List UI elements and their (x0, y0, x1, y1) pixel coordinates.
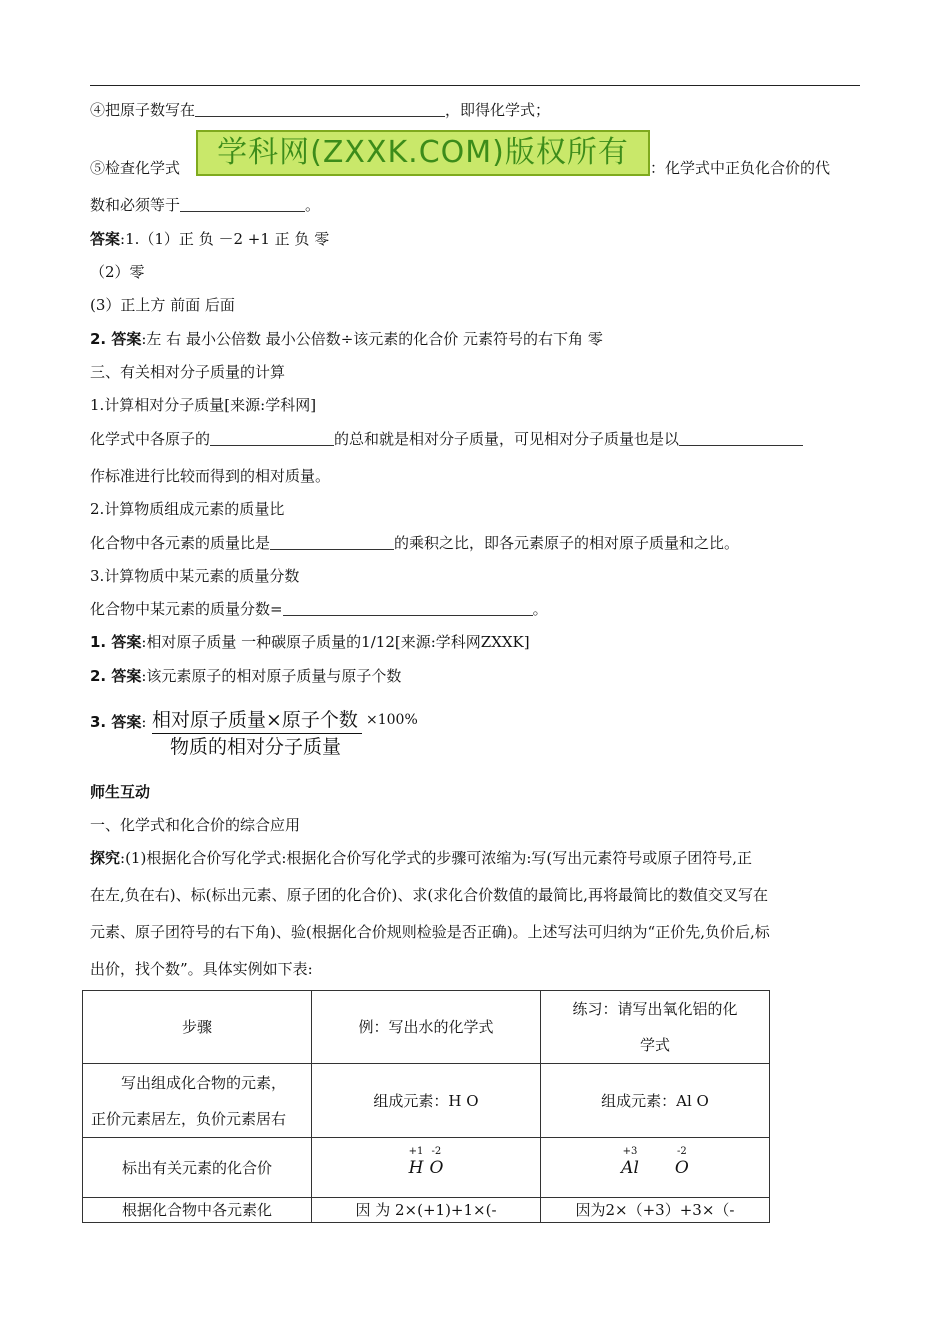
fraction-numerator: 相对原子质量×原子个数 (152, 709, 358, 731)
table-row (83, 1138, 770, 1198)
section-1-title: 一、化学式和化合价的综合应用 (90, 816, 301, 834)
s3-item-2a: 化合物中各元素的质量比是 的乘积之比，即各元素原子的相对原子质量和之比。 (90, 534, 740, 552)
s3-answer-3-label: 3. 答案: (90, 713, 147, 731)
valence-h: +1 H (408, 1146, 424, 1178)
explore-line-3: 元素、原子团符号的右下角)、验(根据化合价规则检验是否正确)。上述写法可归纳为“正价先,负价后,标 (90, 923, 770, 941)
row2-practice (541, 1138, 770, 1198)
explore-line-1: 探究:(1)根据化合价写化学式:根据化合价写化学式的步骤可浓缩为:写(写出元素符号或原子团符号,正 (90, 849, 753, 867)
steps-table (82, 990, 770, 1223)
s3-item-3a: 化合物中某元素的质量分数= 。 (90, 600, 548, 618)
blank (180, 195, 305, 212)
table-row (83, 991, 770, 1064)
header-practice: 练习：请写出氧化铝的化 学式 (541, 991, 770, 1064)
s3-answer-1: 1. 答案:相对原子质量 一种碳原子质量的1/12[来源:学科网ZXXK] (90, 633, 530, 651)
s3-item-1a: 化学式中各原子的 的总和就是相对分子质量，可见相对分子质量也是以 (90, 429, 803, 449)
table-row (83, 1198, 770, 1223)
s3-item-3: 3.计算物质中某元素的质量分数 (90, 567, 300, 585)
valence-al: +3 Al (621, 1146, 639, 1178)
mass-fraction-formula (150, 707, 362, 760)
blank (195, 100, 445, 117)
blank (679, 429, 803, 446)
answer-1: 答案:1.（1）正 负 －2 +1 正 负 零 (90, 230, 330, 248)
answer-1-2: （2）零 (90, 263, 145, 281)
row3-step: 根据化合物中各元素化 (83, 1198, 312, 1223)
interaction-title: 师生互动 (90, 783, 151, 801)
step5-line: ⑤检查化学式 ：化学式中正负化合价的代 (90, 159, 831, 177)
answer-1-3: (3）正上方 前面 后面 (90, 296, 235, 314)
blank (210, 429, 334, 446)
valence-o: -2 O (674, 1146, 689, 1178)
fraction-denominator: 物质的相对分子质量 (170, 736, 342, 758)
row1-practice: 组成元素：Al O (541, 1064, 770, 1138)
valence-o: -2 O (429, 1146, 444, 1178)
s3-item-1b: 作标准进行比较而得到的相对质量。 (90, 467, 331, 485)
s3-item-1: 1.计算相对分子质量[来源:学科网] (90, 396, 317, 414)
row1-step: 写出组成化合物的元素， 正价元素居左，负价元素居右 (83, 1064, 312, 1138)
header-step: 步骤 (83, 991, 312, 1064)
s3-answer-2: 2. 答案:该元素原子的相对原子质量与原子个数 (90, 667, 402, 685)
header-example: 例：写出水的化学式 (312, 991, 541, 1064)
explore-line-2: 在左,负在右)、标(标出元素、原子团的化合价)、求(求化合价数值的最简比,再将最简比的数值交叉写在 (90, 886, 768, 904)
table-row (83, 1064, 770, 1138)
header-rule (90, 85, 860, 86)
section-3-title: 三、有关相对分子质量的计算 (90, 363, 286, 381)
step4-line: ④把原子数写在 ，即得化学式； (90, 101, 551, 119)
step5-line-cont: 数和必须等于 。 (90, 196, 321, 214)
blank (270, 533, 394, 550)
row3-example: 因 为 2×(+1)+1×(- (312, 1198, 541, 1223)
s3-item-2: 2.计算物质组成元素的质量比 (90, 500, 285, 518)
row2-example (312, 1138, 541, 1198)
row3-practice: 因为2×（+3）+3×（- (541, 1198, 770, 1223)
row1-example: 组成元素：H O (312, 1064, 541, 1138)
row2-step: 标出有关元素的化合价 (83, 1138, 312, 1198)
fraction-multiplier: ×100% (366, 712, 418, 728)
watermark-banner: 学科网(ZXXK.COM)版权所有 (196, 130, 650, 176)
blank (283, 599, 533, 616)
answer-2: 2. 答案:左 右 最小公倍数 最小公倍数÷该元素的化合价 元素符号的右下角 零 (90, 330, 603, 348)
explore-line-4: 出价，找个数”。具体实例如下表: (90, 960, 313, 978)
